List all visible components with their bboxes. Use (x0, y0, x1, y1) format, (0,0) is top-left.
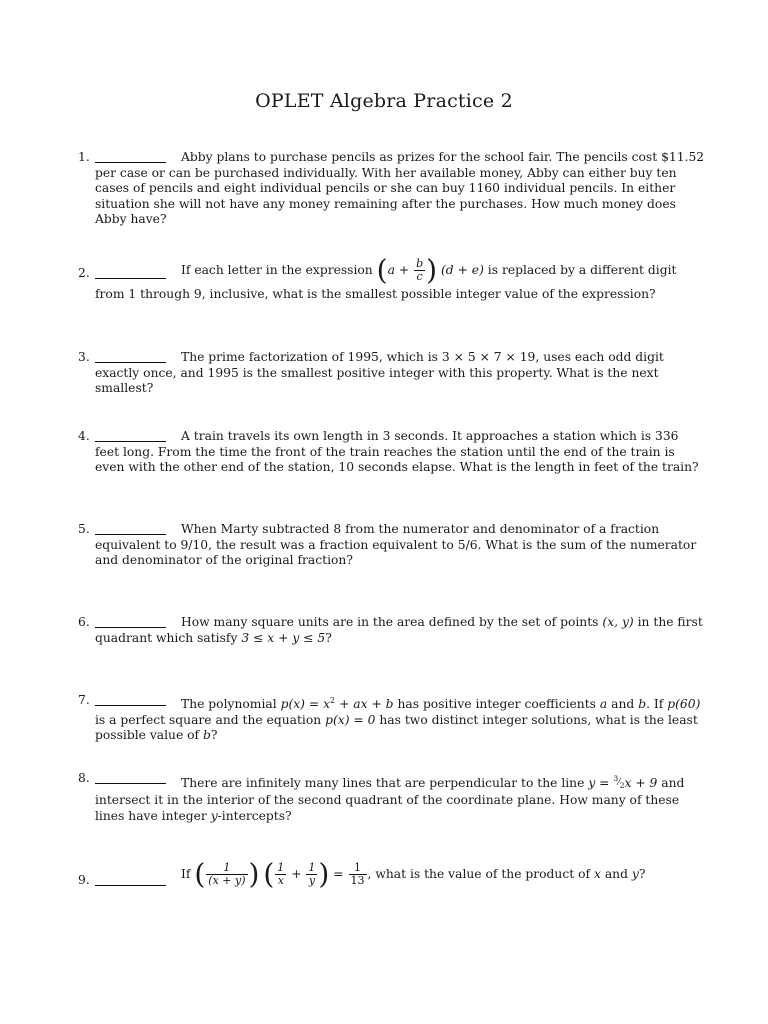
problem-number: 3. (78, 350, 90, 364)
problem-text: If ( $\frac{1}{(x + y)}$ ) ( $\frac{1}{x}$ + $\frac{1}{y}$ ) = $\frac{1}{13}$ , what is the value of the product of x and y? (181, 857, 646, 891)
problem-number: 1. (78, 150, 90, 164)
problem-text: There are infinitely many lines that are perpendicular to the line $y = ^3⁄_2x + 9$ and intersect it in the interior of the second quadrant of the coordinate plane. How many of these lines have integer y-intercepts? (95, 774, 685, 823)
page-title: OPLET Algebra Practice 2 (255, 90, 513, 112)
problem-text: When Marty subtracted 8 from the numerator and denominator of a fraction equivalent to 9/10, the result was a fraction equivalent to 5/6. What is the sum of the numerator and denominator of the original fraction? (95, 522, 697, 568)
problem-text: A train travels its own length in 3 seconds. It approaches a station which is 336 feet long. From the time the front of the train reaches the station until the end of the train is even with the other end of the station, 10 seconds elapse. What is the length in feet of the train? (95, 429, 699, 475)
problem-number: 9. (78, 873, 90, 887)
problem-number: 4. (78, 429, 90, 443)
problem-number: 8. (78, 771, 90, 785)
problem-text: How many square units are in the area defined by the set of points (x, y) in the first quadrant which satisfy 3 ≤ x + y ≤ 5? (95, 615, 703, 645)
problem-number: 2. (78, 266, 90, 280)
problem-text: Abby plans to purchase pencils as prizes for the school fair. The pencils cost $11.52 per case or can be purchased individually. With her available money, Abby can either buy ten cases of pencils and eight individual pencils or she can buy 1160 individual pencils. In either situation she will not have any money remaining after the purchases. How much money does Abby have? (95, 150, 705, 227)
problem-text: The prime factorization of 1995, which is 3 × 5 × 7 × 19, uses each odd digit exactly once, and 1995 is the smallest positive integer with this property. What is the next smallest? (95, 350, 664, 396)
problem-text: The polynomial $p(x) = x^2$ + ax + b has positive integer coefficients a and b. If p(60) is a perfect square and the equation p(x) = 0 has two distinct integer solutions, what is the least possible value of b? (95, 696, 701, 743)
problem-text: If each letter in the expression (a + $\frac{b}{c}$ ) (d + e) is replaced by a different digit from 1 through 9, inclusive, what is the smallest possible integer value of the expression? (95, 253, 677, 301)
problem-number: 5. (78, 522, 90, 536)
problem-number: 7. (78, 693, 90, 707)
problem-number: 6. (78, 615, 90, 629)
